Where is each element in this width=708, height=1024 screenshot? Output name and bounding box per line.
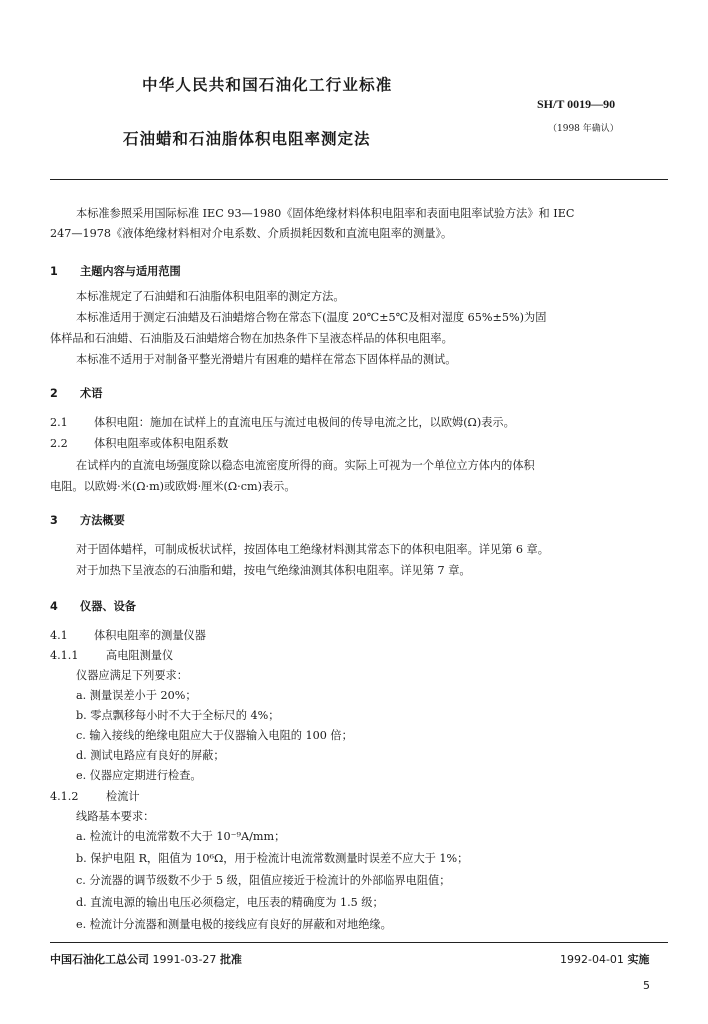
s1-para-3: 本标准不适用于对制备平整光滑蜡片有困难的蜡样在常态下固体样品的测试。 (76, 353, 457, 366)
clause-4-1-1 (50, 649, 173, 663)
approval-org: 中国石油化工总公司 (50, 953, 149, 966)
section-title: 术语 (80, 387, 103, 400)
approval-action: 批准 (219, 953, 242, 966)
clause-4-1 (50, 629, 206, 643)
list-item: b. 保护电阻 R，阻值为 10⁶Ω，用于检流计电流常数测量时误差不应大于 1%； (76, 852, 469, 865)
list-item: a. 检流计的电流常数不大于 10⁻⁹A/mm； (76, 830, 286, 843)
section-number: 1 (50, 265, 58, 278)
clause-4-1-1-intro: 仪器应满足下列要求： (76, 669, 188, 682)
s2-def-1 (50, 416, 515, 430)
section-number: 4 (50, 600, 58, 613)
section-number: 3 (50, 514, 58, 527)
clause-4-1-2 (50, 790, 140, 804)
s2-def-2-para-2: 电阻。以欧姆·米(Ω·m)或欧姆·厘米(Ω·cm)表示。 (50, 480, 296, 493)
header-rule (50, 179, 668, 180)
standard-category-title: 中华人民共和国石油化工行业标准 (142, 76, 393, 94)
intro-line-2: 247—1978《液体绝缘材料相对介电系数、介质损耗因数和直流电阻率的测量》。 (50, 227, 453, 240)
list-item: d. 直流电源的输出电压必须稳定，电压表的精确度为 1.5 级； (76, 896, 384, 909)
clause-4-1-2-intro: 线路基本要求： (76, 810, 155, 823)
document-title: 石油蜡和石油脂体积电阻率测定法 (123, 130, 371, 148)
clause-number: 4.1 (50, 629, 68, 642)
clause-text: 体积电阻率或体积电阻系数 (94, 437, 229, 450)
s1-para-2a: 本标准适用于测定石油蜡及石油蜡熔合物在常态下(温度 20℃±5℃及相对湿度 65%±5%)为固 (76, 311, 547, 324)
s2-def-2-para-1: 在试样内的直流电场强度除以稳态电流密度所得的商。实际上可视为一个单位立方体内的体积 (76, 459, 535, 472)
confirmation-year: （1998 年确认） (548, 124, 619, 134)
list-item: e. 仪器应定期进行检查。 (76, 769, 202, 782)
implementation-date: 1992-04-01 (560, 953, 624, 966)
clause-number: 2.1 (50, 416, 68, 429)
s1-para-1: 本标准规定了石油蜡和石油脂体积电阻率的测定方法。 (76, 290, 345, 303)
s1-para-2b: 体样品和石油蜡、石油脂及石油蜡熔合物在加热条件下呈液态样品的体积电阻率。 (50, 332, 453, 345)
clause-number: 4.1.1 (50, 649, 79, 662)
s3-para-2: 对于加热下呈液态的石油脂和蜡，按电气绝缘油测其体积电阻率。详见第 7 章。 (76, 564, 471, 577)
section-title: 主题内容与适用范围 (80, 265, 181, 278)
s3-para-1: 对于固体蜡样，可制成板状试样，按固体电工绝缘材料测其常态下的体积电阻率。详见第 6 章。 (76, 543, 549, 556)
page-number: 5 (643, 979, 650, 992)
approval-info (50, 951, 242, 967)
list-item: c. 分流器的调节级数不少于 5 级，阻值应接近于检流计的外部临界电阻值； (76, 874, 451, 887)
section-3-heading (50, 512, 125, 528)
section-4-heading (50, 598, 136, 614)
footer-rule (50, 942, 668, 943)
implementation-info (560, 951, 649, 967)
list-item: a. 测量误差小于 20%； (76, 689, 197, 702)
clause-text: 检流计 (106, 790, 140, 803)
clause-number: 4.1.2 (50, 790, 79, 803)
section-title: 方法概要 (80, 514, 125, 527)
section-number: 2 (50, 387, 58, 400)
implementation-action: 实施 (627, 953, 650, 966)
clause-text: 体积电阻：施加在试样上的直流电压与流过电极间的传导电流之比，以欧姆(Ω)表示。 (94, 416, 515, 429)
list-item: c. 输入接线的绝缘电阻应大于仪器输入电阻的 100 倍； (76, 729, 353, 742)
approval-date: 1991-03-27 (152, 953, 217, 966)
clause-number: 2.2 (50, 437, 68, 450)
clause-text: 高电阻测量仪 (106, 649, 174, 662)
clause-text: 体积电阻率的测量仪器 (94, 629, 206, 642)
section-title: 仪器、设备 (80, 600, 136, 613)
section-1-heading (50, 263, 181, 279)
section-2-heading (50, 385, 102, 401)
list-item: d. 测试电路应有良好的屏蔽； (76, 749, 225, 762)
list-item: b. 零点飘移每小时不大于全标尺的 4%； (76, 709, 280, 722)
standard-code: SH/T 0019—90 (537, 97, 616, 111)
list-item: e. 检流计分流器和测量电极的接线应有良好的屏蔽和对地绝缘。 (76, 918, 392, 931)
s2-def-2 (50, 437, 228, 451)
intro-line-1: 本标准参照采用国际标准 IEC 93—1980《固体绝缘材料体积电阻率和表面电阻率试验方法》和 IEC (76, 207, 575, 220)
